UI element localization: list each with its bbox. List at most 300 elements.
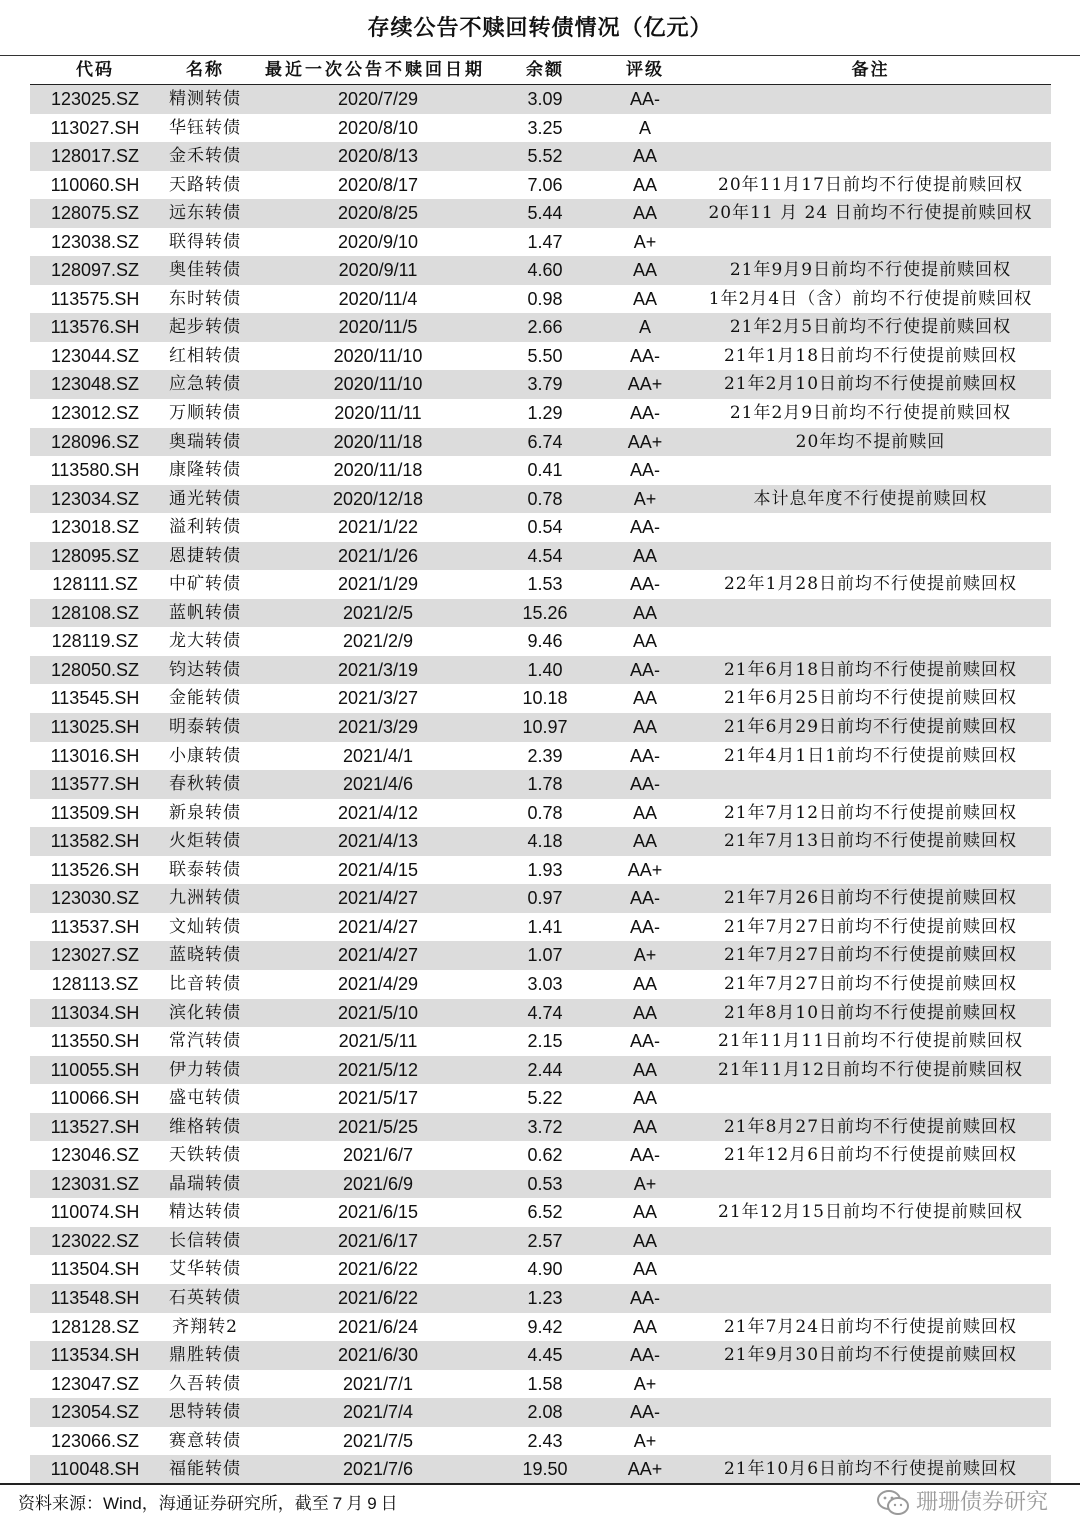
header-note: 备注: [851, 60, 890, 80]
cell-date: 2020/11/10: [333, 345, 423, 366]
cell-name: 华钰转债: [169, 117, 241, 138]
cell-balance: 1.78: [527, 774, 563, 795]
cell-date: 2021/6/17: [337, 1230, 419, 1251]
cell-rating: AA: [632, 688, 657, 709]
cell-balance: 1.53: [527, 574, 563, 595]
table-row: [30, 570, 1051, 599]
table-row: [30, 856, 1051, 885]
cell-code: 113580.SH: [50, 460, 140, 481]
cell-name: 鼎胜转债: [169, 1345, 241, 1366]
cell-note: 21年1月18日前均不行使提前赎回权: [723, 345, 1018, 366]
cell-rating: AA-: [629, 1031, 660, 1052]
table-header: [30, 56, 1051, 85]
table-body: [30, 85, 1051, 1484]
cell-name: 新泉转债: [169, 802, 241, 823]
cell-note: 21年2月10日前均不行使提前赎回权: [723, 374, 1018, 395]
cell-date: 2021/5/17: [337, 1088, 419, 1109]
header-rating: 评级: [626, 60, 664, 80]
cell-name: 天路转债: [169, 174, 241, 195]
table-row: [30, 342, 1051, 371]
cell-rating: A: [638, 117, 651, 138]
cell-balance: 1.07: [527, 945, 563, 966]
table-row: [30, 799, 1051, 828]
cell-code: 110066.SH: [50, 1088, 140, 1109]
cell-note: 21年2月5日前均不行使提前赎回权: [729, 317, 1012, 338]
cell-note: 21年6月25日前均不行使提前赎回权: [723, 688, 1018, 709]
cell-rating: AA+: [627, 1459, 663, 1480]
cell-note: 21年11月11日前均不行使提前赎回权: [718, 1031, 1023, 1052]
cell-rating: AA-: [629, 574, 660, 595]
cell-name: 龙大转债: [169, 631, 241, 652]
cell-date: 2020/7/29: [337, 89, 419, 109]
cell-balance: 1.23: [527, 1287, 563, 1308]
cell-balance: 3.09: [527, 89, 563, 109]
cell-name: 福能转债: [169, 1459, 241, 1480]
cell-code: 123066.SZ: [50, 1430, 140, 1451]
cell-rating: AA-: [629, 774, 660, 795]
cell-code: 128096.SZ: [50, 431, 140, 452]
cell-note: 21年12月6日前均不行使提前赎回权: [723, 1145, 1018, 1166]
cell-date: 2021/5/11: [338, 1031, 418, 1052]
cell-balance: 0.78: [527, 802, 563, 823]
cell-balance: 5.44: [527, 203, 563, 224]
cell-date: 2020/8/17: [337, 174, 419, 195]
cell-note: 21年9月30日前均不行使提前赎回权: [723, 1345, 1018, 1366]
cell-name: 常汽转债: [169, 1031, 241, 1052]
cell-name: 蓝晓转债: [169, 945, 241, 966]
cell-balance: 2.15: [527, 1031, 563, 1052]
cell-rating: AA: [632, 631, 657, 652]
cell-code: 113548.SH: [50, 1287, 140, 1308]
table-row: [30, 656, 1051, 685]
table-row: [30, 770, 1051, 799]
cell-note: 21年7月27日前均不行使提前赎回权: [723, 916, 1018, 937]
cell-note: 21年7月27日前均不行使提前赎回权: [723, 945, 1018, 966]
cell-name: 金禾转债: [169, 146, 241, 167]
table-row: [30, 1227, 1051, 1256]
cell-name: 春秋转债: [169, 774, 241, 795]
cell-date: 2020/11/10: [333, 374, 423, 395]
table-row: [30, 256, 1051, 285]
table-bottom-divider: [0, 1483, 1080, 1485]
table-row: [30, 114, 1051, 143]
cell-balance: 3.79: [527, 374, 563, 395]
table-row: [30, 1455, 1051, 1484]
table-row: [30, 313, 1051, 342]
cell-rating: A+: [633, 945, 657, 966]
cell-code: 110074.SH: [50, 1202, 140, 1223]
cell-name: 齐翔转2: [172, 1316, 238, 1337]
cell-balance: 0.62: [527, 1145, 563, 1166]
cell-code: 113025.SH: [50, 717, 140, 738]
cell-code: 123030.SZ: [50, 888, 140, 909]
table-row: [30, 228, 1051, 257]
table-row: [30, 1170, 1051, 1199]
cell-code: 123048.SZ: [50, 374, 140, 395]
table-row: [30, 742, 1051, 771]
cell-balance: 6.74: [527, 431, 563, 452]
cell-balance: 5.52: [527, 146, 563, 167]
cell-rating: AA: [632, 1316, 657, 1337]
cell-name: 久吾转债: [169, 1373, 241, 1394]
cell-rating: AA-: [629, 403, 660, 424]
table-row: [30, 399, 1051, 428]
cell-name: 比音转债: [169, 973, 241, 994]
cell-date: 2021/4/6: [342, 774, 414, 795]
cell-rating: AA: [632, 1059, 657, 1080]
cell-code: 113550.SH: [50, 1031, 140, 1052]
cell-code: 113504.SH: [50, 1259, 140, 1280]
cell-code: 113509.SH: [50, 802, 140, 823]
cell-balance: 0.98: [527, 288, 563, 309]
cell-date: 2020/8/13: [337, 146, 419, 167]
cell-balance: 4.18: [527, 831, 563, 852]
cell-date: 2021/4/12: [337, 802, 419, 823]
cell-name: 溢利转债: [169, 517, 241, 538]
wechat-icon: [876, 1489, 910, 1517]
cell-rating: AA-: [629, 517, 660, 538]
cell-name: 应急转债: [169, 374, 241, 395]
cell-date: 2021/1/26: [337, 545, 419, 566]
table-row: [30, 285, 1051, 314]
table-row: [30, 370, 1051, 399]
cell-note: 21年12月15日前均不行使提前赎回权: [718, 1202, 1023, 1223]
table-row: [30, 1370, 1051, 1399]
cell-code: 123046.SZ: [50, 1145, 140, 1166]
cell-name: 奥瑞转债: [169, 431, 241, 452]
cell-rating: AA: [632, 545, 657, 566]
cell-note: 21年7月12日前均不行使提前赎回权: [723, 802, 1018, 823]
cell-code: 113545.SH: [50, 688, 140, 709]
cell-rating: AA: [632, 717, 657, 738]
table-row: [30, 627, 1051, 656]
cell-balance: 2.08: [527, 1402, 563, 1423]
cell-note: 21年7月13日前均不行使提前赎回权: [723, 831, 1018, 852]
cell-name: 中矿转债: [169, 574, 241, 595]
cell-date: 2021/4/1: [342, 745, 414, 766]
cell-name: 通光转债: [169, 488, 241, 509]
cell-rating: AA-: [629, 659, 660, 680]
source-wind: Wind: [103, 1494, 142, 1513]
table-row: [30, 1255, 1051, 1284]
cell-note: 21年8月27日前均不行使提前赎回权: [723, 1116, 1018, 1137]
source-note: [18, 1490, 398, 1518]
table-row: [30, 1113, 1051, 1142]
cell-balance: 5.22: [527, 1088, 563, 1109]
cell-note: 20年11月17日前均不行使提前赎回权: [718, 174, 1023, 195]
source-rest: ，海通证券研究所，截至: [141, 1494, 329, 1514]
cell-rating: AA-: [629, 89, 660, 109]
cell-code: 128108.SZ: [50, 602, 140, 623]
cell-date: 2020/9/11: [338, 260, 418, 281]
cell-rating: AA-: [629, 1287, 660, 1308]
cell-balance: 0.97: [527, 888, 563, 909]
cell-rating: AA: [632, 288, 657, 309]
cell-date: 2021/2/9: [342, 631, 414, 652]
cell-date: 2021/6/15: [337, 1202, 419, 1223]
source-date-num: 7: [332, 1494, 343, 1513]
cell-rating: AA-: [629, 1402, 660, 1423]
cell-date: 2021/7/4: [342, 1402, 414, 1423]
cell-rating: A+: [633, 231, 657, 252]
cell-name: 九洲转债: [169, 888, 241, 909]
cell-balance: 9.42: [527, 1316, 563, 1337]
cell-note: 本计息年度不行使提前赎回权: [753, 488, 988, 509]
cell-balance: 3.72: [527, 1116, 563, 1137]
cell-name: 石英转债: [169, 1287, 241, 1308]
cell-code: 123031.SZ: [50, 1173, 140, 1194]
cell-code: 123022.SZ: [50, 1230, 140, 1251]
cell-balance: 19.50: [522, 1459, 568, 1480]
cell-note: 21年7月26日前均不行使提前赎回权: [723, 888, 1018, 909]
cell-date: 2021/6/22: [337, 1287, 419, 1308]
cell-code: 128113.SZ: [51, 973, 139, 994]
cell-rating: AA+: [627, 374, 663, 395]
cell-balance: 1.58: [527, 1373, 563, 1394]
cell-code: 113582.SH: [50, 831, 140, 852]
cell-code: 113537.SH: [50, 916, 140, 937]
cell-date: 2021/3/27: [337, 688, 419, 709]
cell-code: 113576.SH: [50, 317, 140, 338]
table-row: [30, 1427, 1051, 1456]
cell-date: 2021/4/13: [337, 831, 419, 852]
cell-name: 艾华转债: [169, 1259, 241, 1280]
cell-rating: AA-: [629, 460, 660, 481]
cell-date: 2021/4/15: [337, 859, 419, 880]
cell-rating: AA: [632, 602, 657, 623]
cell-date: 2021/6/22: [337, 1259, 419, 1280]
cell-code: 113526.SH: [50, 859, 140, 880]
cell-code: 128119.SZ: [51, 631, 139, 652]
cell-code: 123038.SZ: [50, 231, 140, 252]
cell-rating: AA-: [629, 745, 660, 766]
cell-balance: 2.44: [527, 1059, 563, 1080]
cell-balance: 4.45: [527, 1345, 563, 1366]
table-row: [30, 1084, 1051, 1113]
cell-note: 20年11 月 24 日前均不行使提前赎回权: [708, 203, 1033, 224]
cell-date: 2020/9/10: [337, 231, 419, 252]
cell-code: 113034.SH: [50, 1002, 140, 1023]
cell-name: 联得转债: [169, 231, 241, 252]
cell-rating: AA-: [629, 888, 660, 909]
cell-rating: AA: [632, 1230, 657, 1251]
cell-rating: AA-: [629, 916, 660, 937]
cell-code: 128128.SZ: [50, 1316, 140, 1337]
cell-balance: 2.39: [527, 745, 563, 766]
table-row: [30, 827, 1051, 856]
cell-note: 21年11月12日前均不行使提前赎回权: [718, 1059, 1023, 1080]
table-row: [30, 913, 1051, 942]
cell-code: 123025.SZ: [50, 89, 140, 109]
cell-rating: AA-: [629, 345, 660, 366]
cell-code: 123034.SZ: [50, 488, 140, 509]
cell-code: 123044.SZ: [50, 345, 140, 366]
cell-balance: 0.54: [527, 517, 563, 538]
cell-code: 123018.SZ: [50, 517, 140, 538]
cell-name: 小康转债: [169, 745, 241, 766]
table-row: [30, 599, 1051, 628]
cell-note: 21年8月10日前均不行使提前赎回权: [723, 1002, 1018, 1023]
cell-balance: 9.46: [527, 631, 563, 652]
cell-note: 21年2月9日前均不行使提前赎回权: [729, 403, 1012, 424]
cell-date: 2021/3/19: [337, 659, 419, 680]
watermark-text: 珊珊债券研究: [915, 1490, 1048, 1515]
cell-date: 2021/2/5: [342, 602, 414, 623]
cell-name: 文灿转债: [169, 916, 241, 937]
cell-date: 2021/4/27: [337, 916, 419, 937]
cell-code: 113527.SH: [50, 1116, 140, 1137]
table-row: [30, 428, 1051, 457]
cell-rating: AA: [632, 260, 657, 281]
cell-date: 2021/7/5: [342, 1430, 414, 1451]
cell-balance: 1.40: [527, 659, 563, 680]
cell-date: 2021/6/9: [342, 1173, 414, 1194]
cell-code: 128050.SZ: [50, 659, 140, 680]
cell-balance: 2.66: [527, 317, 563, 338]
cell-code: 113027.SH: [50, 117, 140, 138]
cell-rating: AA: [632, 203, 657, 224]
cell-note: 21年9月9日前均不行使提前赎回权: [729, 260, 1012, 281]
cell-note: 20年均不提前赎回: [795, 431, 946, 452]
cell-name: 钧达转债: [169, 659, 241, 680]
cell-name: 天铁转债: [169, 1145, 241, 1166]
header-code: 代码: [76, 60, 114, 80]
table-row: [30, 199, 1051, 228]
cell-rating: AA: [632, 1259, 657, 1280]
cell-balance: 3.03: [527, 973, 563, 994]
cell-name: 明泰转债: [169, 717, 241, 738]
cell-date: 2020/11/11: [334, 403, 422, 424]
watermark: [876, 1486, 1048, 1520]
cell-name: 奥佳转债: [169, 260, 241, 281]
cell-name: 盛屯转债: [169, 1088, 241, 1109]
cell-name: 赛意转债: [169, 1430, 241, 1451]
cell-date: 2020/11/5: [338, 317, 418, 338]
cell-date: 2020/11/18: [333, 431, 423, 452]
cell-code: 128111.SZ: [52, 574, 138, 595]
header-balance: 余额: [526, 60, 564, 80]
table-row: [30, 1284, 1051, 1313]
cell-name: 红相转债: [169, 345, 241, 366]
cell-name: 蓝帆转债: [169, 602, 241, 623]
cell-date: 2021/4/27: [337, 888, 419, 909]
cell-name: 长信转债: [169, 1230, 241, 1251]
cell-code: 110060.SH: [50, 174, 140, 195]
cell-rating: AA+: [627, 431, 663, 452]
cell-rating: AA: [632, 973, 657, 994]
cell-code: 113575.SH: [50, 288, 140, 309]
table-row: [30, 884, 1051, 913]
cell-balance: 15.26: [522, 602, 568, 623]
cell-date: 2021/7/1: [342, 1373, 414, 1394]
table-row: [30, 1141, 1051, 1170]
cell-name: 晶瑞转债: [169, 1173, 241, 1194]
cell-date: 2020/11/18: [333, 460, 423, 481]
table-row: [30, 1027, 1051, 1056]
cell-date: 2021/1/22: [337, 517, 419, 538]
table-row: [30, 970, 1051, 999]
table-row: [30, 142, 1051, 171]
cell-rating: AA-: [629, 1345, 660, 1366]
cell-name: 思特转债: [169, 1402, 241, 1423]
cell-name: 精达转债: [169, 1202, 241, 1223]
cell-balance: 1.93: [527, 859, 563, 880]
source-prefix: 资料来源：: [18, 1494, 103, 1514]
cell-code: 110048.SH: [50, 1459, 140, 1480]
cell-code: 128097.SZ: [50, 260, 140, 281]
cell-rating: A+: [633, 1430, 657, 1451]
cell-balance: 0.78: [527, 488, 563, 509]
cell-note: 21年6月29日前均不行使提前赎回权: [723, 717, 1018, 738]
cell-date: 2021/4/27: [337, 945, 419, 966]
cell-rating: AA: [632, 1088, 657, 1109]
cell-date: 2021/6/30: [337, 1345, 419, 1366]
cell-balance: 0.53: [527, 1173, 563, 1194]
cell-balance: 10.18: [522, 688, 568, 709]
cell-date: 2021/4/29: [337, 973, 419, 994]
cell-rating: A+: [633, 1373, 657, 1394]
table-row: [30, 485, 1051, 514]
cell-code: 123012.SZ: [50, 403, 140, 424]
cell-rating: AA+: [627, 859, 663, 880]
cell-date: 2021/7/6: [342, 1459, 414, 1480]
cell-balance: 2.43: [527, 1430, 563, 1451]
cell-code: 128095.SZ: [50, 545, 140, 566]
cell-name: 康隆转债: [169, 460, 241, 481]
cell-name: 精测转债: [169, 89, 241, 109]
cell-rating: A: [638, 317, 651, 338]
cell-name: 恩捷转债: [169, 545, 241, 566]
table-row: [30, 85, 1051, 114]
cell-note: 22年1月28日前均不行使提前赎回权: [723, 574, 1018, 595]
cell-code: 128075.SZ: [50, 203, 140, 224]
cell-code: 123047.SZ: [50, 1373, 140, 1394]
cell-balance: 1.29: [527, 403, 563, 424]
cell-note: 21年6月18日前均不行使提前赎回权: [723, 659, 1018, 680]
source-day-num: 9: [367, 1494, 377, 1513]
cell-rating: AA: [632, 1002, 657, 1023]
cell-rating: AA: [632, 831, 657, 852]
cell-name: 联泰转债: [169, 859, 241, 880]
source-month: 月: [346, 1494, 364, 1514]
cell-rating: AA-: [629, 1145, 660, 1166]
cell-note: 21年7月27日前均不行使提前赎回权: [723, 973, 1018, 994]
table-row: [30, 1398, 1051, 1427]
cell-date: 2021/1/29: [337, 574, 419, 595]
cell-balance: 7.06: [527, 174, 563, 195]
table-row: [30, 513, 1051, 542]
cell-name: 东时转债: [169, 288, 241, 309]
cell-date: 2021/5/25: [337, 1116, 419, 1137]
cell-balance: 4.74: [527, 1002, 563, 1023]
cell-balance: 1.41: [527, 916, 563, 937]
cell-date: 2020/12/18: [332, 488, 424, 509]
cell-date: 2020/8/25: [337, 203, 419, 224]
cell-balance: 0.41: [527, 460, 563, 481]
cell-balance: 4.90: [527, 1259, 563, 1280]
header-name: 名称: [186, 60, 224, 80]
cell-date: 2021/3/29: [337, 717, 419, 738]
table-row: [30, 171, 1051, 200]
cell-balance: 2.57: [527, 1230, 563, 1251]
cell-name: 伊力转债: [169, 1059, 241, 1080]
cell-note: 1年2月4日（含）前均不行使提前赎回权: [708, 288, 1033, 309]
cell-rating: AA: [632, 802, 657, 823]
table-row: [30, 1341, 1051, 1370]
cell-rating: A+: [633, 488, 657, 509]
cell-balance: 6.52: [527, 1202, 563, 1223]
cell-name: 金能转债: [169, 688, 241, 709]
